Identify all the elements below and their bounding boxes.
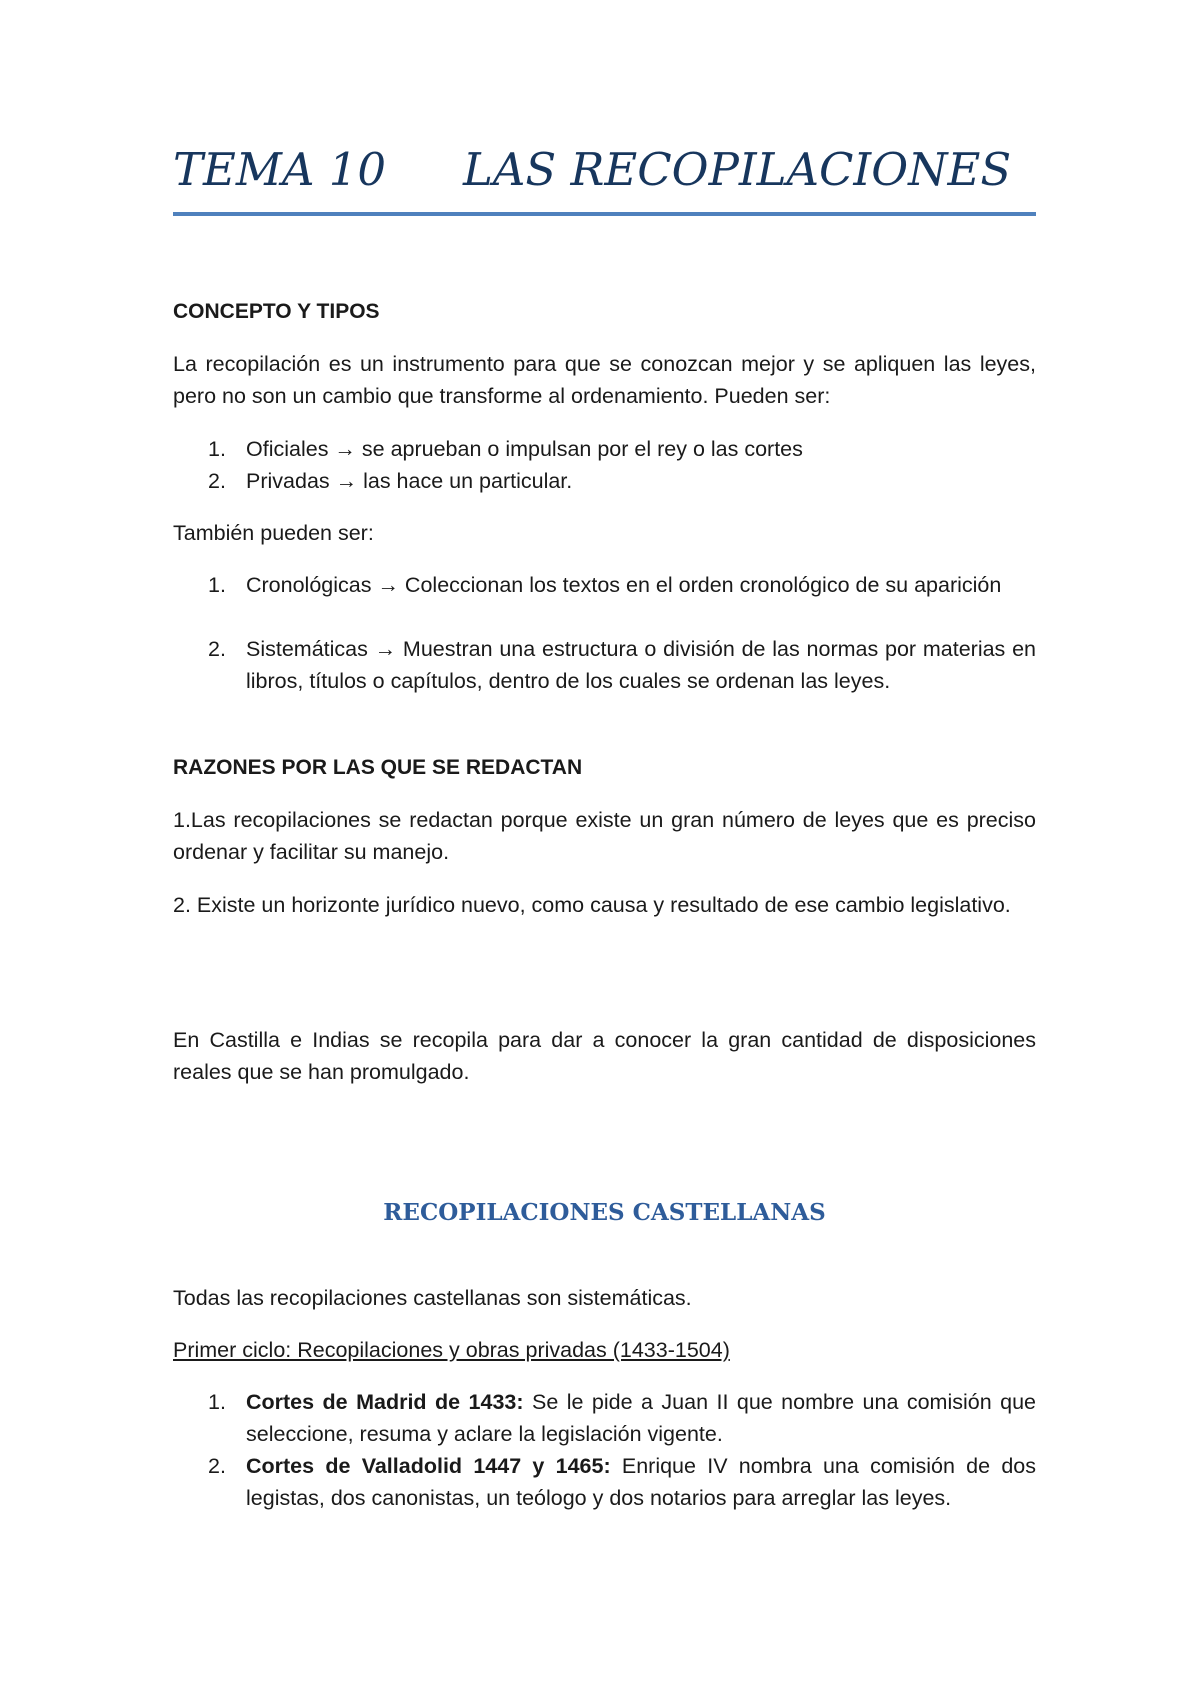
list-marker: 1.: [208, 1390, 226, 1414]
list-item-text: [246, 1450, 1036, 1514]
title-underline-rule: [173, 212, 1036, 216]
subheading-primer-ciclo: [173, 1334, 1036, 1366]
paragraph-tambien: También pueden ser:: [173, 521, 374, 545]
paragraph-razon-2: 2. Existe un horizonte jurídico nuevo, como causa y resultado de ese cambio legislativo.: [173, 893, 1011, 917]
section-heading-concepto: CONCEPTO Y TIPOS: [173, 300, 380, 323]
list-item-text: Sistemáticas → Muestran una estructura o división de las normas por materias en libros, títulos o capítulos, dentro de los cuales se ordenan las leyes.: [246, 637, 1036, 693]
section-title-castellanas: RECOPILACIONES CASTELLANAS: [383, 1199, 826, 1226]
list-marker: 2.: [208, 637, 226, 661]
title-text: LAS RECOPILACIONES: [463, 143, 1012, 196]
list-item-body: Se le pide a Juan II que nombre una comisión que seleccione, resuma y aclare la legislación vigente.: [246, 1390, 1036, 1446]
list-marker: 2.: [208, 469, 226, 493]
paragraph-todas: Todas las recopilaciones castellanas son sistemáticas.: [173, 1286, 692, 1310]
list-item-bold: Cortes de Madrid de 1433:: [246, 1390, 524, 1414]
list-marker: 1.: [208, 437, 226, 461]
list-marker: 1.: [208, 573, 226, 597]
title-number: TEMA 10: [173, 143, 387, 196]
list-item-text: Cronológicas → Coleccionan los textos en el orden cronológico de su aparición: [246, 573, 1002, 597]
list-marker: 2.: [208, 1454, 226, 1478]
section-heading-razones: RAZONES POR LAS QUE SE REDACTAN: [173, 756, 583, 779]
list-item-text: Privadas → las hace un particular.: [246, 469, 573, 493]
list-item-bold: Cortes de Valladolid 1447 y 1465:: [246, 1454, 611, 1478]
paragraph-intro: La recopilación es un instrumento para que se conozcan mejor y se apliquen las leyes, pero no son un cambio que transforme al ordenamiento. Pueden ser:: [173, 352, 1036, 408]
list-item-text: [246, 1386, 1036, 1450]
list-item-body: Enrique IV nombra una comisión de dos legistas, dos canonistas, un teólogo y dos notarios para arreglar las leyes.: [246, 1454, 1036, 1510]
page-title: [173, 140, 1036, 200]
paragraph-castilla-indias: En Castilla e Indias se recopila para dar a conocer la gran cantidad de disposiciones reales que se han promulgado.: [173, 1028, 1036, 1084]
paragraph-razon-1: 1.Las recopilaciones se redactan porque existe un gran número de leyes que es preciso ordenar y facilitar su manejo.: [173, 808, 1036, 864]
list-item-text: Oficiales → se aprueban o impulsan por el rey o las cortes: [246, 437, 803, 461]
subheading-text: Primer ciclo: Recopilaciones y obras privadas (1433-1504): [173, 1338, 730, 1362]
